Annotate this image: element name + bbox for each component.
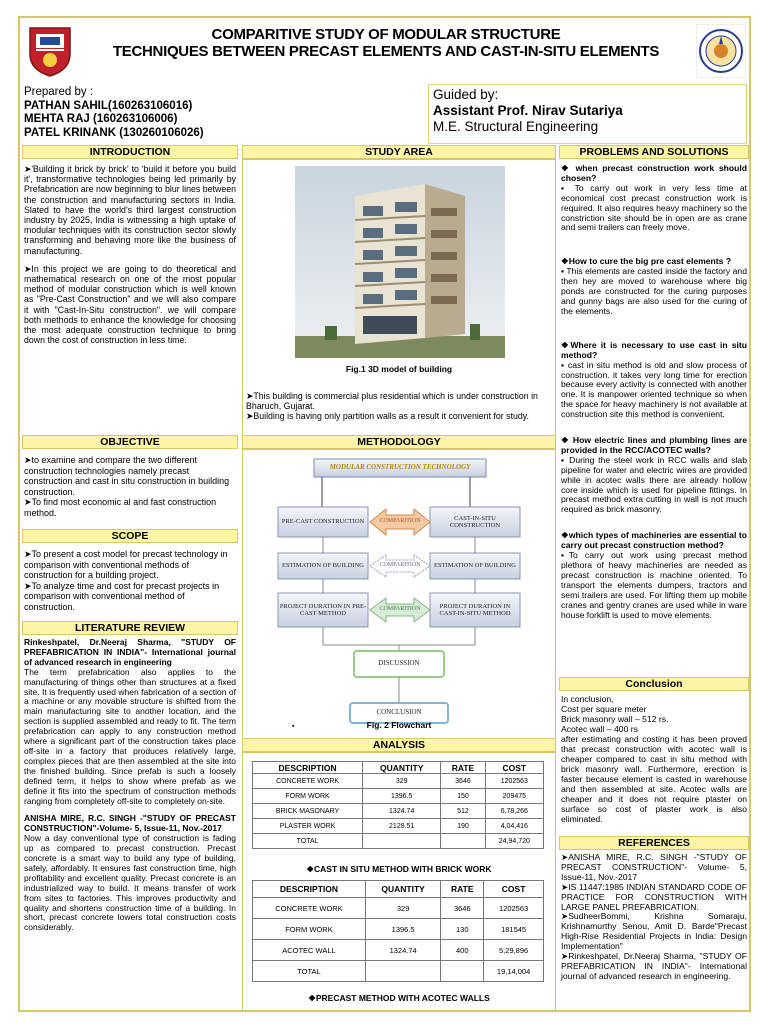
- problem-question: ❖which types of machineries are essential to carry out precast construction method?: [561, 530, 747, 551]
- section-analysis-heading: ANALYSIS: [242, 738, 556, 752]
- flow-duration-precast: PROJECT DURATION IN PRE-CAST METHOD: [279, 602, 367, 617]
- objective-text: [24, 455, 236, 519]
- table-header-cell: DESCRIPTION: [253, 881, 366, 898]
- lit-ref2-heading: ANISHA MIRE, R.C. SINGH -"STUDY OF PRECAST CONSTRUCTION"-Volume- 5, Issue-11, Nov.-2017: [24, 813, 236, 834]
- table-cell: [441, 834, 485, 849]
- table-cell: 1396.5: [365, 919, 440, 940]
- literature-text: [24, 638, 236, 941]
- table1-caption: ❖CAST IN SITU METHOD WITH BRICK WORK: [306, 864, 492, 874]
- guide-degree: M.E. Structural Engineering: [433, 119, 599, 134]
- university-seal: [696, 24, 746, 78]
- problems-text: [561, 164, 747, 636]
- scope-2: ➤To analyze time and cost for precast projects in comparison with conventional method of construction.: [24, 580, 220, 612]
- table-cell: 1324.74: [365, 940, 440, 961]
- table-cell: 190: [441, 819, 485, 834]
- problem-question: ❖Where it is necessary to use cast in situ method?: [561, 339, 747, 360]
- section-study-area-heading: STUDY AREA: [242, 145, 556, 159]
- reference-2: ➤IS 11447:1985 INDIAN STANDARD CODE OF PRACTICE FOR CONSTRUCTION WITH LARGE PANEL PREFABRICATION.: [561, 881, 747, 912]
- guide-name: Assistant Prof. Nirav Sutariya: [433, 103, 623, 118]
- title-line-1: COMPARITIVE STUDY OF MODULAR STRUCTURE: [211, 26, 561, 43]
- flow-compare-3: COMPARITION: [379, 606, 421, 613]
- intro-paragraph-2: ➤In this project we are going to do theoretical and mathematical research on one of the most popular method of modular construction which is well known as "Pre-Cast Construction" and we will also compare it with "Cast-In-Situ construction". we will compare both methods to enhance the knowledge for choosing the most adequate construction technique to bring down the cost of construction in less time.: [24, 263, 236, 346]
- flow-estimation-1: ESTIMATION OF BUILDING: [282, 562, 364, 570]
- author-1: PATHAN SAHIL(160263106016): [24, 99, 193, 112]
- section-literature-heading: LITERATURE REVIEW: [22, 621, 238, 635]
- lit-ref1-body: The term prefabrication also applies to the manufacturing of things other than structures at a fixed site. It is frequently used when fabrication of a section of a machine or any movable structure is shifted from the main manufacturing site to another location, and the section is supplied assembled and ready to fit. The term prefabrication can apply to any construction method where a significant part of the construction takes place off-site in a factory that produces relatively large, complex pieces that are then assembled at the site into the finished building. Since prefab is such a loosely defined term, it helps to show where prefab as we define it fits into the spectrum of construction methods ranging from completely off-site to completely on-site.: [24, 666, 236, 806]
- problem-answer: ▪To carry out work using precast method plethora of heavy machineries are needed as precast construction is machine oriented. To transport the elements dumpers, tractors and semi trailers are used. For lifting them up mobile cranes and gentry cranes are used while in ware house forklift is used to move elements.: [561, 550, 747, 620]
- table-cell: 1202563: [484, 898, 544, 919]
- conclusion-text: [561, 694, 747, 824]
- author-2: MEHTA RAJ (160263106006): [24, 113, 178, 125]
- poster-title: [80, 26, 692, 60]
- problem-answer: ▪ During the steel work in RCC walls and slab pipeline for water and electric wires are provided while in acotec walls there are already hollow core inside which is used for pipeline fittings. In precast method extra cutting in wall is not much required as brick masonry.: [561, 454, 747, 515]
- table-cell: 209475: [485, 789, 543, 804]
- table-cell: TOTAL: [253, 961, 366, 982]
- prepared-label: Prepared by :: [24, 86, 94, 98]
- table-cell: 2128.51: [363, 819, 441, 834]
- objective-1: ➤to examine and compare the two different construction technologies namely precast construction and cast in situ construction in building construction.: [24, 455, 230, 497]
- table-row: [253, 961, 544, 982]
- table-cell: 1396.5: [363, 789, 441, 804]
- lit-ref1-heading: Rinkeshpatel, Dr.Neeraj Sharma, "STUDY OF PREFABRICATION IN INDIA"- International journal of advanced research in engineering: [24, 637, 236, 667]
- table-cell: 181545: [484, 919, 544, 940]
- table-cell: 6,78,266: [485, 804, 543, 819]
- table-cell: PLASTER WORK: [253, 819, 363, 834]
- problem-question: ❖How to cure the big pre cast elements ?: [561, 256, 732, 267]
- table1-header-row: [253, 762, 544, 774]
- table-cell: [363, 834, 441, 849]
- table-row: [253, 834, 544, 849]
- section-scope-heading: SCOPE: [22, 529, 238, 543]
- problem-answer: ▪ To carry out work in very less time at economical cost precast construction work is required. It also requires heavy machinery so the constriction site should be in open are as crane and semi trailers can freely move.: [561, 182, 747, 233]
- table-header-cell: COST: [485, 762, 543, 774]
- guided-label: Guided by:: [433, 87, 499, 102]
- table-row: [253, 789, 544, 804]
- problem-question: ❖ How electric lines and plumbing lines are provided in the RCC/ACOTEC walls?: [561, 435, 747, 455]
- table-cell: 4,04,416: [485, 819, 543, 834]
- reference-1: ➤ANISHA MIRE, R.C. SINGH -"STUDY OF PRECAST CONSTRUCTION"- Volume- 5, Issue-11, Nov.-2017: [561, 852, 747, 882]
- flow-conclusion: CONCLUSION: [376, 708, 422, 717]
- table-header-cell: RATE: [441, 881, 484, 898]
- poster: [18, 16, 751, 1012]
- table-cell: CONCRETE WORK: [253, 898, 366, 919]
- table-cell: 150: [441, 789, 485, 804]
- problem-answer: ▪ This elements are casted inside the factory and then hey are moved to warehouse where big ponds are constructed for the curing purposes and gunny bags are also used for the curing of the elements.: [561, 266, 747, 316]
- scope-text: [24, 549, 236, 613]
- table-cell: 130: [441, 919, 484, 940]
- fig2-caption: Fig. 2 Flowchart: [366, 720, 432, 730]
- table-row: [253, 774, 544, 789]
- section-conclusion-heading: Conclusion: [559, 677, 749, 691]
- intro-paragraph-1: ➤'Building it brick by brick' to 'build it before you build it', transformative technologies being led primarily by Prefabrication are now beginning to blur lines between the construction and manufacturing sectors in India. Slated to have the world's third largest construction industry by 2025, India is witnessing a high uptake of modular techniques with its construction sector slowly transforming and behaving more like the business of manufacturing.: [24, 164, 236, 256]
- table-header-cell: RATE: [441, 762, 485, 774]
- poster-header: [20, 18, 749, 82]
- scope-1: ➤To present a cost model for precast technology in comparison with conventional methods of construction for a building project.: [24, 549, 228, 581]
- flow-compare-1: COMPARITION: [379, 518, 421, 525]
- study-area-2: ➤Building is having only partition walls as a result it convenient for study.: [246, 411, 529, 422]
- table-cell: BRICK MASONARY: [253, 804, 363, 819]
- section-references-heading: REFERENCES: [559, 836, 749, 850]
- problem-question: ❖ when precast construction work should chosen?: [561, 163, 747, 183]
- reference-4: ➤Rinkeshpatel, Dr.Neeraj Sharma, "STUDY OF PREFABRICATION IN INDIA"- International journal of advanced research in engineering.: [561, 951, 747, 981]
- table-cell: 329: [363, 774, 441, 789]
- author-3: PATEL KRINANK (130260106026): [24, 126, 204, 139]
- table-cell: 400: [441, 940, 484, 961]
- conclusion-line-4: Acotec wall – 400 rs: [561, 724, 638, 734]
- table-cell: CONCRETE WORK: [253, 774, 363, 789]
- flow-stray-mark: ▪: [292, 723, 295, 730]
- flowchart: [242, 449, 556, 739]
- introduction-text: [24, 164, 236, 353]
- guided-by-block: [428, 84, 747, 144]
- flow-duration-castin: PROJECT DURATION IN CAST-IN-SITU METHOD: [439, 602, 511, 617]
- table-cell: 5,29,896: [484, 940, 544, 961]
- analysis-table-acotec: [252, 880, 544, 982]
- table2-caption: ❖PRECAST METHOD WITH ACOTEC WALLS: [308, 993, 490, 1003]
- study-area-text: [246, 391, 554, 422]
- table-cell: 19,14,004: [484, 961, 544, 982]
- flow-estimation-2: ESTIMATION OF BUILDING: [434, 562, 516, 570]
- objective-2: ➤To find most economic al and fast construction method.: [24, 497, 217, 518]
- flow-precast: PRE-CAST CONSTRUCTION: [281, 518, 365, 526]
- table-cell: 1324.74: [363, 804, 441, 819]
- table-row: [253, 919, 544, 940]
- table-header-cell: QUANTITY: [365, 881, 440, 898]
- conclusion-line-3: Brick masonry wall – 512 rs.: [561, 714, 669, 724]
- table2-header-row: [253, 881, 544, 898]
- flow-cast-in-situ: CAST-IN-SITU CONSTRUCTION: [449, 514, 501, 529]
- building-3d-image: [295, 166, 505, 358]
- flow-banner: MODULAR CONSTRUCTION TECHNOLOGY: [329, 463, 471, 472]
- flow-compare-2: COMPARITION: [379, 562, 421, 569]
- lit-ref2-body: Now a day conventional type of construction is fading up as compared to precast construction. Precast concrete is a smart way to build any type of building, safely, affordably. It ensures fast construction time, high profitability and excellent quality. Precast concrete is an industrialized way to build. It means transfer of work from sites to factories. This improves productivity and quality and shortens construction time of a building. In short, precast concrete lowers total construction costs considerably.: [24, 833, 236, 933]
- table-header-cell: QUANTITY: [363, 762, 441, 774]
- table-cell: 1202563: [485, 774, 543, 789]
- fig1-caption: Fig.1 3D model of building: [345, 364, 453, 374]
- table-cell: ACOTEC WALL: [253, 940, 366, 961]
- section-methodology-heading: METHODOLOGY: [242, 435, 556, 449]
- table-cell: FORM WORK: [253, 919, 366, 940]
- study-area-1: ➤This building is commercial plus residential which is under construction in Bharuch, Gujarat.: [246, 391, 538, 412]
- table-cell: 3646: [441, 898, 484, 919]
- table-header-cell: DESCRIPTION: [253, 762, 363, 774]
- conclusion-line-1: In conclusion,: [561, 694, 614, 704]
- table-header-cell: COST: [484, 881, 544, 898]
- section-objective-heading: OBJECTIVE: [22, 435, 238, 449]
- problem-answer: ▪ cast in situ method is old and slow process of construction. it takes very long time for erection because every activity is connected with another one. It is manpower oriented technique so when the space for heavy machinery is not available at construction site this method is convenient.: [561, 359, 747, 420]
- table-cell: TOTAL: [253, 834, 363, 849]
- table-cell: 329: [365, 898, 440, 919]
- title-line-2: TECHNIQUES BETWEEN PRECAST ELEMENTS AND CAST-IN-SITU ELEMENTS: [112, 43, 660, 60]
- conclusion-body: after estimating and costing it has been proved that precast construction with acotec wall is cheaper compared to cast in situ method with brick masonry wall. Furthermore, erection is faster because element is casted in warehouse and then assembled at site. Acotec walls are cheaper and it does not require plaster on surface so cost of plaster work is also eliminated.: [561, 734, 747, 824]
- table-row: [253, 940, 544, 961]
- table-cell: FORM WORK: [253, 789, 363, 804]
- table-cell: 24,94,720: [485, 834, 543, 849]
- flow-discussion: DISCUSSION: [378, 659, 420, 668]
- table-cell: [441, 961, 484, 982]
- table-row: [253, 804, 544, 819]
- table-row: [253, 819, 544, 834]
- table-row: [253, 898, 544, 919]
- section-problems-heading: PROBLEMS AND SOLUTIONS: [559, 145, 749, 159]
- section-introduction-heading: INTRODUCTION: [22, 145, 238, 159]
- table-cell: 3646: [441, 774, 485, 789]
- reference-3: ➤SudheerBommi, Krishna Somaraju, Krishnamurthy Senou, Amit D. Barde"Precast High-Rise Residential Projects in India: Design Implementation": [561, 911, 747, 952]
- analysis-table-brick: [252, 761, 544, 849]
- conclusion-line-2: Cost per square meter: [561, 704, 647, 714]
- college-logo: [26, 24, 74, 78]
- table-cell: 512: [441, 804, 485, 819]
- references-text: [561, 853, 747, 982]
- table-cell: [365, 961, 440, 982]
